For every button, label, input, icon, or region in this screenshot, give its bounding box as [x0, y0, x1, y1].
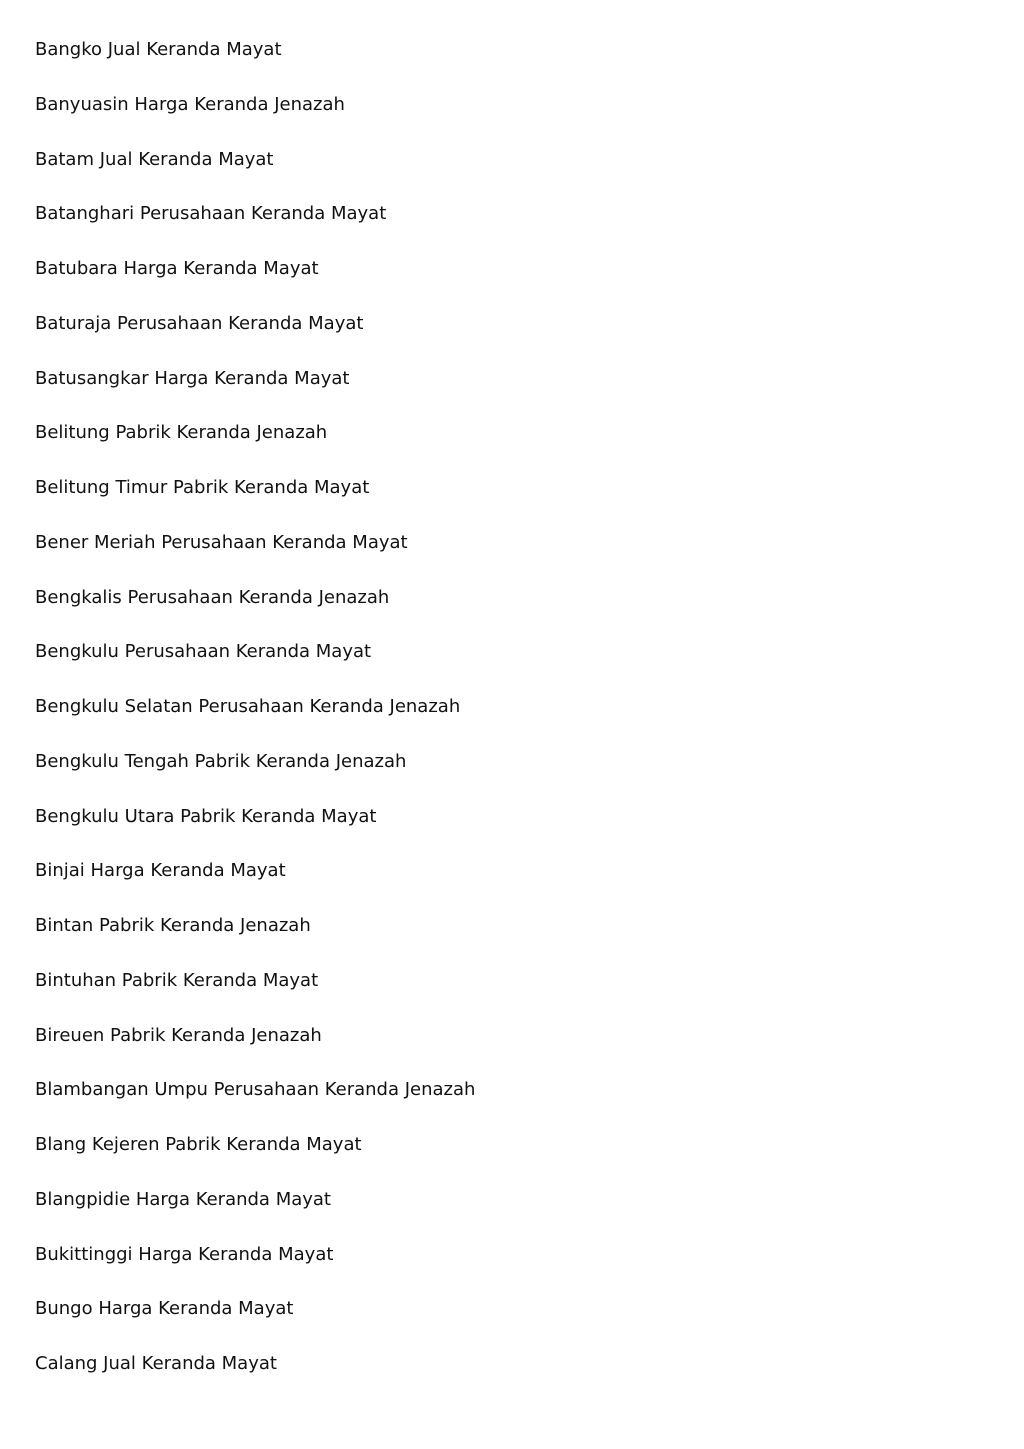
- list-item: Batam Jual Keranda Mayat: [35, 148, 274, 170]
- list-item: Banyuasin Harga Keranda Jenazah: [35, 93, 345, 115]
- location-list: [35, 36, 995, 1405]
- list-item: Bireuen Pabrik Keranda Jenazah: [35, 1024, 322, 1046]
- list-item: Bener Meriah Perusahaan Keranda Mayat: [35, 531, 408, 553]
- list-item: Binjai Harga Keranda Mayat: [35, 860, 286, 882]
- list-item: Bengkulu Perusahaan Keranda Mayat: [35, 641, 372, 663]
- list-item: Calang Jual Keranda Mayat: [35, 1353, 277, 1374]
- list-item: Bintan Pabrik Keranda Jenazah: [35, 915, 311, 936]
- list-item: Bengkulu Tengah Pabrik Keranda Jenazah: [35, 750, 407, 772]
- list-item: Blang Kejeren Pabrik Keranda Mayat: [35, 1134, 362, 1155]
- list-item: Batusangkar Harga Keranda Mayat: [35, 367, 350, 389]
- list-item: Bengkulu Selatan Perusahaan Keranda Jenazah: [35, 696, 461, 717]
- list-item: Belitung Timur Pabrik Keranda Mayat: [35, 477, 370, 498]
- list-item: Batubara Harga Keranda Mayat: [35, 258, 319, 279]
- list-item: Bukittinggi Harga Keranda Mayat: [35, 1243, 334, 1265]
- list-item: Bintuhan Pabrik Keranda Mayat: [35, 969, 319, 991]
- list-item: Bengkulu Utara Pabrik Keranda Mayat: [35, 805, 377, 827]
- list-item: Blambangan Umpu Perusahaan Keranda Jenazah: [35, 1079, 476, 1101]
- list-item: Batanghari Perusahaan Keranda Mayat: [35, 203, 387, 225]
- list-item: Blangpidie Harga Keranda Mayat: [35, 1188, 331, 1210]
- list-item: Bungo Harga Keranda Mayat: [35, 1298, 294, 1320]
- list-item: Belitung Pabrik Keranda Jenazah: [35, 422, 328, 444]
- list-item: Baturaja Perusahaan Keranda Mayat: [35, 312, 364, 334]
- list-item: Bangko Jual Keranda Mayat: [35, 39, 282, 60]
- list-item: Bengkalis Perusahaan Keranda Jenazah: [35, 586, 390, 608]
